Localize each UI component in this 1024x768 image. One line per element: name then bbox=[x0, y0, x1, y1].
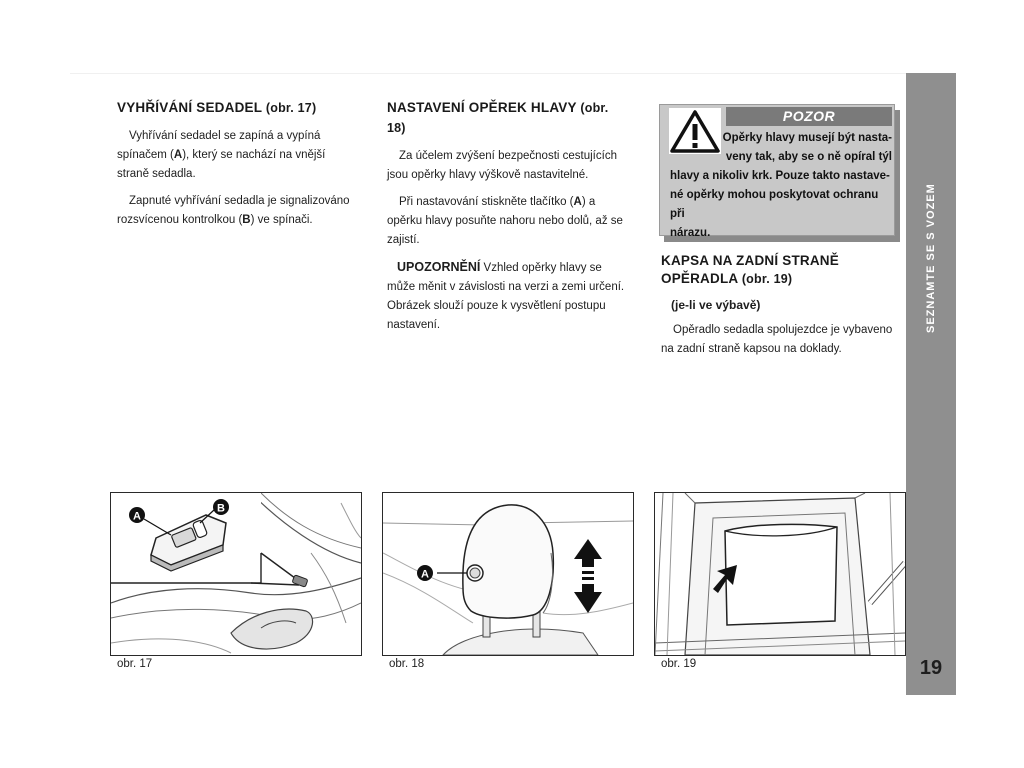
column-seat-heating bbox=[117, 98, 355, 238]
svg-text:B: B bbox=[217, 502, 225, 515]
page-number: 19 bbox=[919, 657, 943, 679]
paragraph-headrests-2: Při nastavování stiskněte tlačítko (A) a opěrku hlavy posuňte nahoru nebo dolů, až se zajistí. bbox=[387, 196, 623, 246]
caption-fig17: obr. 17 bbox=[117, 658, 153, 670]
seat-heating-illustration bbox=[111, 493, 361, 655]
column-headrests bbox=[387, 98, 628, 343]
svg-text:A: A bbox=[421, 568, 429, 581]
paragraph-seat-heating-1: Vyhřívání sedadel se zapíná a vypíná spínačem (A), který se nachází na vnější straně sedadla. bbox=[117, 130, 326, 180]
heading-seat-pocket: KAPSA NA ZADNÍ STRANĚ OPĚRADLA (obr. 19) bbox=[661, 253, 839, 286]
section-title: SEZNAMTE SE S VOZEM bbox=[925, 183, 937, 333]
top-rule bbox=[70, 73, 906, 74]
subheading-optional: (je-li ve výbavě) bbox=[671, 298, 761, 312]
figure-seat-heating bbox=[110, 492, 362, 656]
svg-text:A: A bbox=[133, 510, 141, 523]
column-seat-pocket bbox=[661, 252, 901, 367]
paragraph-seat-heating-2: Zapnuté vyhřívání sedadla je signalizováno rozsvícenou kontrolkou (B) ve spínači. bbox=[117, 195, 350, 226]
warning-title: POZOR bbox=[726, 107, 892, 126]
figure-seat-pocket bbox=[654, 492, 906, 656]
section-sidebar bbox=[906, 73, 956, 695]
figure-headrest bbox=[382, 492, 634, 656]
paragraph-seat-pocket: Opěradlo sedadla spolujezdce je vybaveno na zadní straně kapsou na doklady. bbox=[661, 324, 893, 355]
warning-text: Opěrky hlavy musejí být nasta- veny tak, aby se o ně opíral týl hlavy a nikoliv krk. Pouze takto nastave- né opěrky mohou poskytovat ochranu při nárazu. bbox=[670, 132, 892, 239]
seat-pocket-illustration bbox=[655, 493, 905, 655]
headrest-illustration bbox=[383, 493, 633, 655]
caption-fig19: obr. 19 bbox=[661, 658, 697, 670]
heading-headrests: NASTAVENÍ OPĚREK HLAVY (obr. 18) bbox=[387, 100, 609, 135]
paragraph-headrests-1: Za účelem zvýšení bezpečnosti cestujících jsou opěrky hlavy výškově nastavitelné. bbox=[387, 150, 617, 181]
heading-seat-heating: VYHŘÍVÁNÍ SEDADEL (obr. 17) bbox=[117, 100, 317, 115]
caption-fig18: obr. 18 bbox=[389, 658, 425, 670]
warning-box bbox=[659, 104, 895, 239]
paragraph-headrests-note: UPOZORNĚNÍ Vzhled opěrky hlavy se může měnit v závislosti na verzi a zemi určení. Obrázek slouží pouze k vysvětlení postupu nastavení. bbox=[387, 260, 625, 331]
